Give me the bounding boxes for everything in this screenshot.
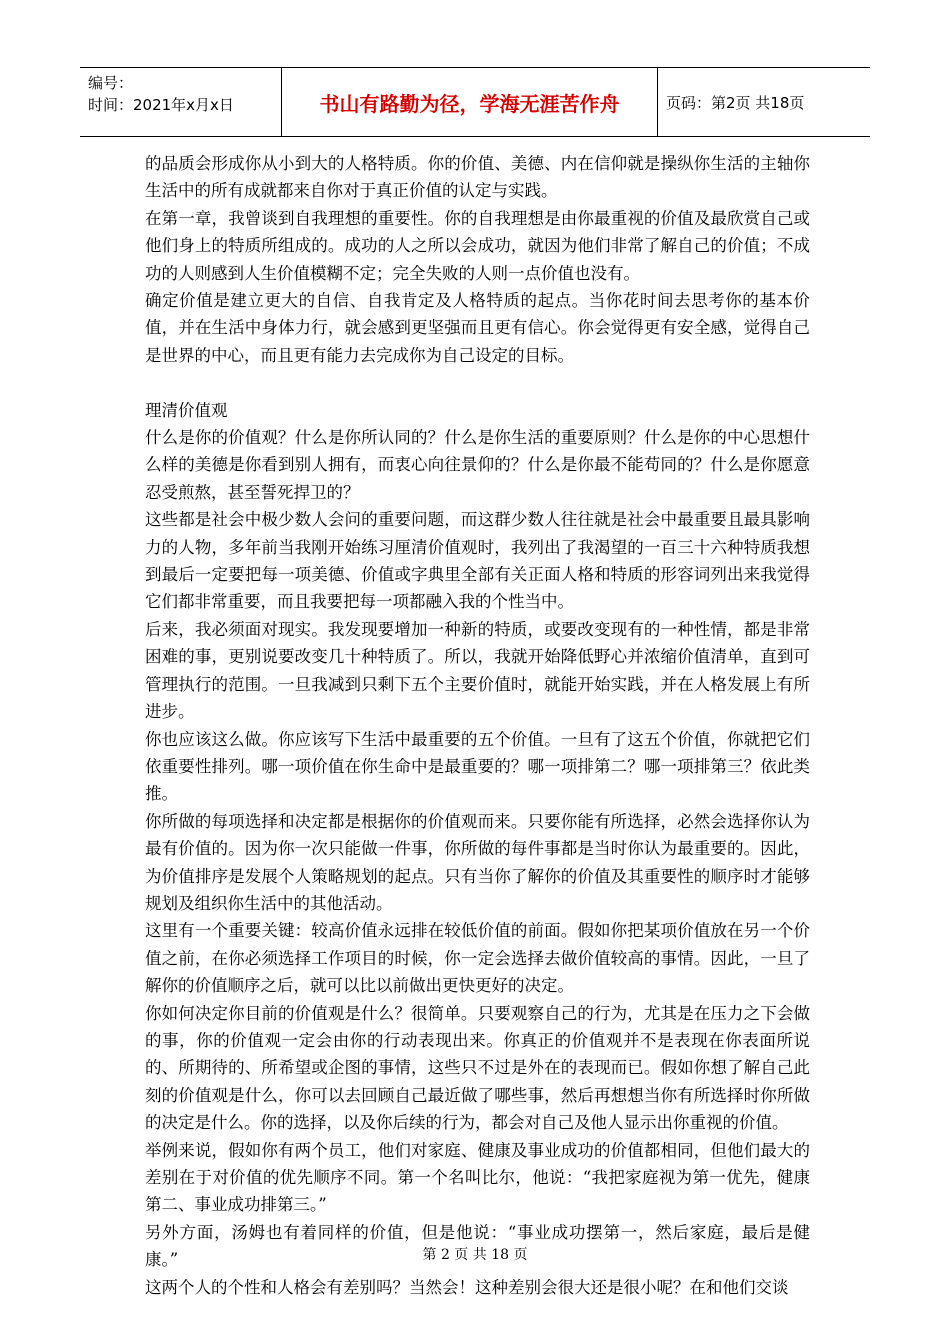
header-left-cell: [80, 68, 282, 136]
header-motto: 书山有路勤为径，学海无涯苦作舟: [282, 68, 658, 136]
paragraph: 举例来说，假如你有两个员工，他们对家庭、健康及事业成功的价值都相同，但他们最大的差别在于对价值的优先顺序不同。第一个名叫比尔，他说：“我把家庭视为第一优先，健康第二、事业成功排第三。”: [145, 1140, 810, 1215]
blank-line: [145, 369, 810, 396]
page-footer: 第 2 页 共 18 页: [422, 1247, 528, 1263]
doc-number-label: 编号：: [88, 74, 134, 92]
paragraph: 的品质会形成你从小到大的人格特质。你的价值、美德、内在信仰就是操纵你生活的主轴你生活中的所有成就都来自你对于真正价值的认定与实践。: [145, 154, 810, 201]
paragraph: 你所做的每项选择和决定都是根据你的价值观而来。只要你能有所选择，必然会选择你认为最有价值的。因为你一次只能做一件事，你所做的每件事都是当时你认为最重要的。因此，为价值排序是发展个人策略规划的起点。只有当你了解你的价值及其重要性的顺序时才能够规划及组织你生活中的其他活动。: [145, 811, 810, 913]
paragraph: 后来，我必须面对现实。我发现要增加一种新的特质，或要改变现有的一种性情，都是非常困难的事，更别说要改变几十种特质了。所以，我就开始降低野心并浓缩价值清单，直到可管理执行的范围。一旦我减到只剩下五个主要价值时，就能开始实践，并在人格发展上有所进步。: [145, 619, 810, 722]
paragraph: 你如何决定你目前的价值观是什么？很简单。只要观察自己的行为，尤其是在压力之下会做的事，你的价值观一定会由你的行动表现出来。你真正的价值观并不是表现在你表面所说的、所期待的、所希望或企图的事情，这些只不过是外在的表现而已。假如你想了解自己此刻的价值观是什么，你可以去回顾自己最近做了哪些事，然后再想想当你有所选择时你所做的决定是什么。你的选择，以及你后续的行为，都会对自己及他人显示出你重视的价值。: [145, 1003, 810, 1133]
section-heading: 理清价值观: [145, 400, 228, 420]
paragraph: 你也应该这么做。你应该写下生活中最重要的五个价值。一旦有了这五个价值，你就把它们依重要性排列。哪一项价值在你生命中是最重要的？哪一项排第二？哪一项排第三？依此类推。: [145, 729, 810, 804]
paragraph: 这两个人的个性和人格会有差别吗？当然会！这种差别会很大还是很小呢？在和他们交谈: [145, 1277, 789, 1297]
doc-date-label: 时间：2021年x月x日: [88, 96, 234, 114]
paragraph: 这些都是社会中极少数人会问的重要问题，而这群少数人往往就是社会中最重要且最具影响力的人物，多年前当我刚开始练习厘清价值观时，我列出了我渴望的一百三十六种特质我想到最后一定要把每一项美德、价值或字典里全部有关正面人格和特质的形容词列出来我觉得它们都非常重要，而且我要把每一项都融入我的个性当中。: [145, 510, 810, 612]
paragraph: 确定价值是建立更大的自信、自我肯定及人格特质的起点。当你花时间去思考你的基本价值，并在生活中身体力行，就会感到更坚强而且更有信心。你会觉得更有安全感，觉得自己是世界的中心，而且更有能力去完成你为自己设定的目标。: [145, 291, 810, 365]
paragraph: 在第一章，我曾谈到自我理想的重要性。你的自我理想是由你最重视的价值及最欣赏自己或他们身上的特质所组成的。成功的人之所以会成功，就因为他们非常了解自己的价值；不成功的人则感到人生价值模糊不定；完全失败的人则一点价值也没有。: [145, 208, 810, 283]
header-page-label: 页码：第2页 共18页: [666, 93, 805, 112]
paragraph: 另外方面，汤姆也有着同样的价值，但是他说：“事业成功摆第一，然后家庭，最后是健康。”: [145, 1222, 810, 1270]
document-body: [145, 150, 810, 1301]
header-table: [80, 67, 870, 137]
paragraph: 这里有一个重要关键：较高价值永远排在较低价值的前面。假如你把某项价值放在另一个价值之前，在你必须选择工作项目的时候，你一定会选择去做价值较高的事情。因此，一旦了解你的价值顺序之后，就可以比以前做出更快更好的决定。: [145, 921, 810, 996]
paragraph: 什么是你的价值观？什么是你所认同的？什么是你生活的重要原则？什么是你的中心思想什么样的美德是你看到别人拥有，而衷心向往景仰的？什么是你最不能苟同的？什么是你愿意忍受煎熬，甚至誓死捍卫的？: [145, 428, 810, 502]
